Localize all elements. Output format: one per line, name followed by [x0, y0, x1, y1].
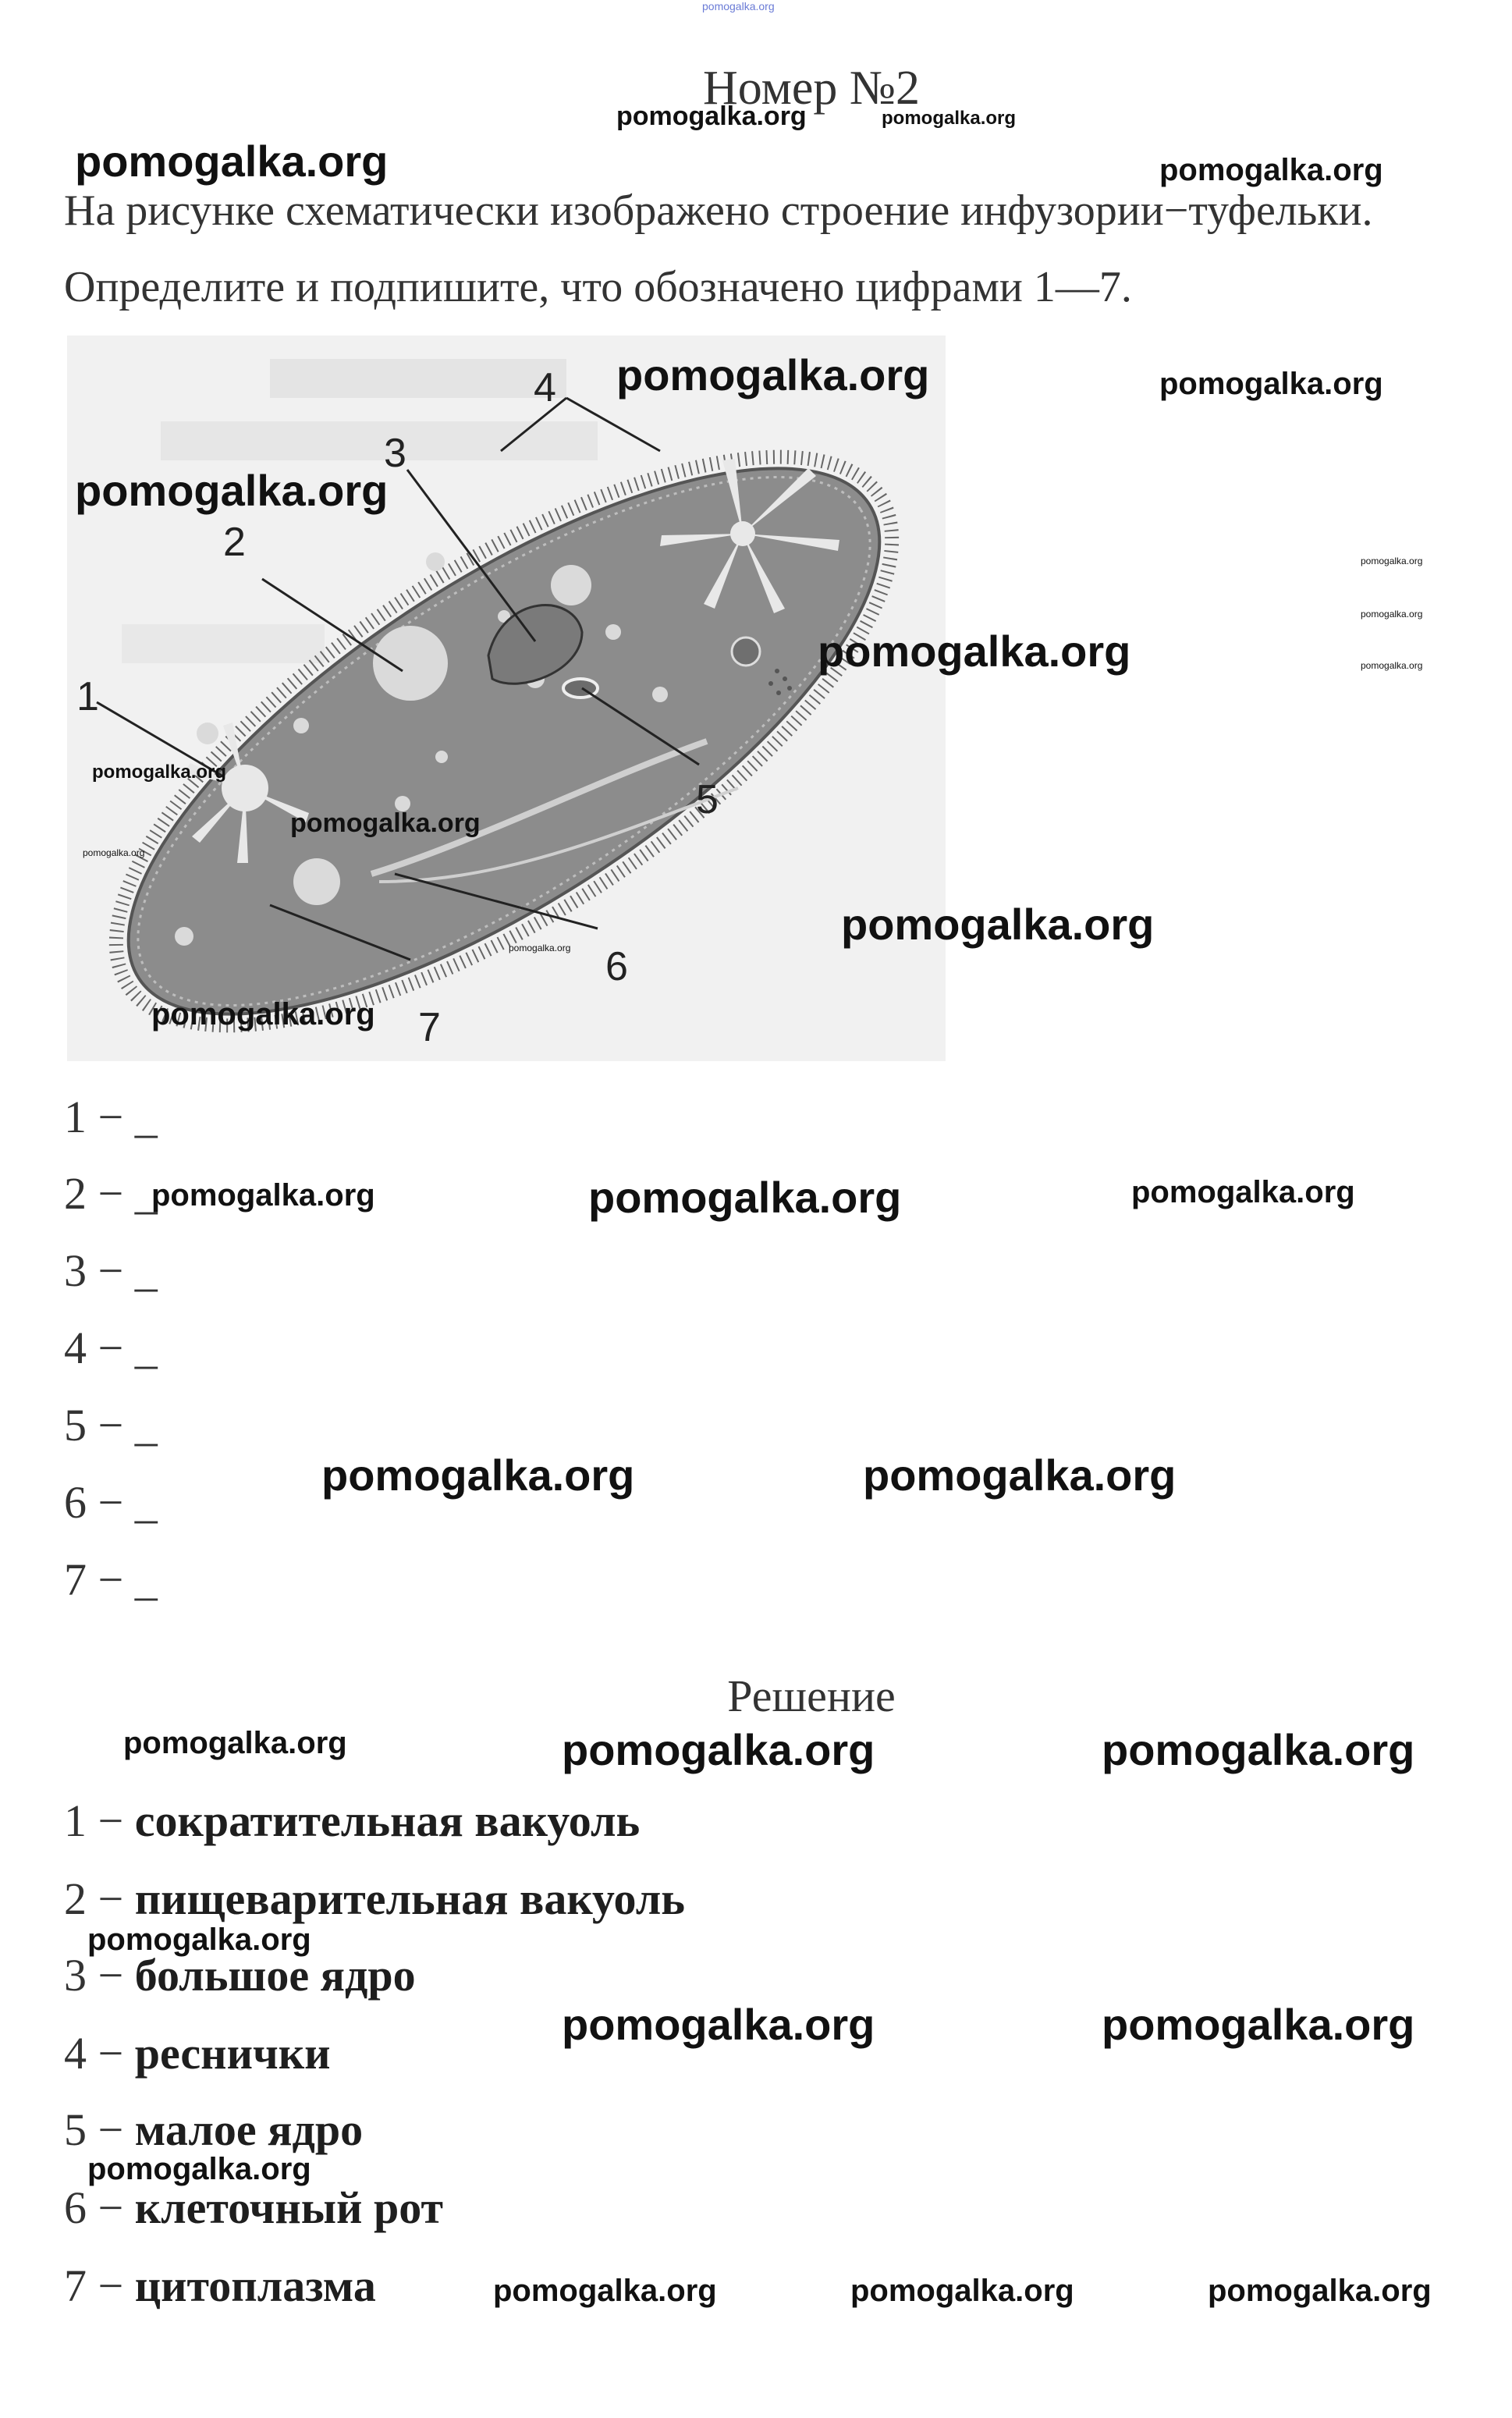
blank-line-7: 7 − _	[64, 1554, 158, 1605]
watermark: pomogalka.org	[562, 1725, 875, 1774]
watermark: pomogalka.org	[1159, 367, 1383, 401]
watermark: pomogalka.org	[87, 2152, 311, 2186]
blank-line-5: 5 − _	[64, 1400, 158, 1450]
solution-heading: Решение	[727, 1671, 896, 1721]
answer-line-3: 3 − большое ядро	[64, 1950, 416, 2001]
watermark: pomogalka.org	[75, 466, 389, 515]
answer-line-6: 6 − клеточный рот	[64, 2182, 443, 2233]
task-text-line1: На рисунке схематически изображено строение инфузории−туфельки.	[64, 186, 1373, 235]
watermark: pomogalka.org	[882, 108, 1017, 129]
watermark: pomogalka.org	[588, 1173, 902, 1222]
watermark: pomogalka.org	[493, 2274, 717, 2308]
watermark: pomogalka.org	[1361, 609, 1423, 620]
blank-line-3: 3 − _	[64, 1245, 158, 1296]
watermark: pomogalka.org	[562, 2000, 875, 2049]
figure-label-4: 4	[534, 365, 556, 410]
watermark: pomogalka.org	[151, 997, 375, 1031]
figure-label-3: 3	[384, 431, 406, 476]
watermark: pomogalka.org	[87, 1923, 311, 1957]
watermark: pomogalka.org	[1131, 1175, 1355, 1209]
paramecium-diagram	[67, 336, 946, 1061]
blank-line-6: 6 − _	[64, 1477, 158, 1528]
answer-line-1: 1 − сократительная вакуоль	[64, 1795, 641, 1846]
blank-line-1: 1 − _	[64, 1092, 158, 1142]
task-text-line2: Определите и подпишите, что обозначено цифрами 1—7.	[64, 263, 1132, 311]
watermark: pomogalka.org	[509, 943, 571, 953]
watermark: pomogalka.org	[1159, 153, 1383, 187]
figure-label-1: 1	[76, 674, 99, 719]
top-watermark: pomogalka.org	[702, 0, 775, 12]
figure-label-5: 5	[696, 777, 719, 822]
watermark: pomogalka.org	[1102, 2000, 1415, 2049]
watermark: pomogalka.org	[818, 627, 1131, 676]
watermark: pomogalka.org	[850, 2274, 1074, 2308]
blank-line-2: 2 − _	[64, 1168, 158, 1219]
watermark: pomogalka.org	[1361, 556, 1423, 566]
watermark: pomogalka.org	[841, 900, 1155, 949]
watermark: pomogalka.org	[1208, 2274, 1432, 2308]
watermark: pomogalka.org	[83, 847, 145, 858]
answer-line-4: 4 − реснички	[64, 2028, 331, 2079]
watermark: pomogalka.org	[1361, 660, 1423, 671]
figure-label-2: 2	[223, 520, 246, 565]
watermark: pomogalka.org	[92, 762, 227, 783]
watermark: pomogalka.org	[151, 1178, 375, 1213]
answer-line-7: 7 − цитоплазма	[64, 2260, 376, 2311]
watermark: pomogalka.org	[616, 350, 930, 399]
watermark: pomogalka.org	[1102, 1725, 1415, 1774]
watermark: pomogalka.org	[290, 808, 481, 838]
answer-line-2: 2 − пищеварительная вакуоль	[64, 1873, 685, 1924]
watermark: pomogalka.org	[321, 1450, 635, 1500]
watermark: pomogalka.org	[616, 101, 807, 131]
answer-line-5: 5 − малое ядро	[64, 2104, 364, 2155]
blank-line-4: 4 − _	[64, 1323, 158, 1373]
watermark: pomogalka.org	[863, 1450, 1177, 1500]
watermark: pomogalka.org	[123, 1726, 347, 1760]
figure-label-6: 6	[605, 944, 628, 989]
page-title: Номер №2	[702, 62, 920, 115]
figure-label-7: 7	[418, 1005, 441, 1050]
watermark: pomogalka.org	[75, 137, 389, 186]
